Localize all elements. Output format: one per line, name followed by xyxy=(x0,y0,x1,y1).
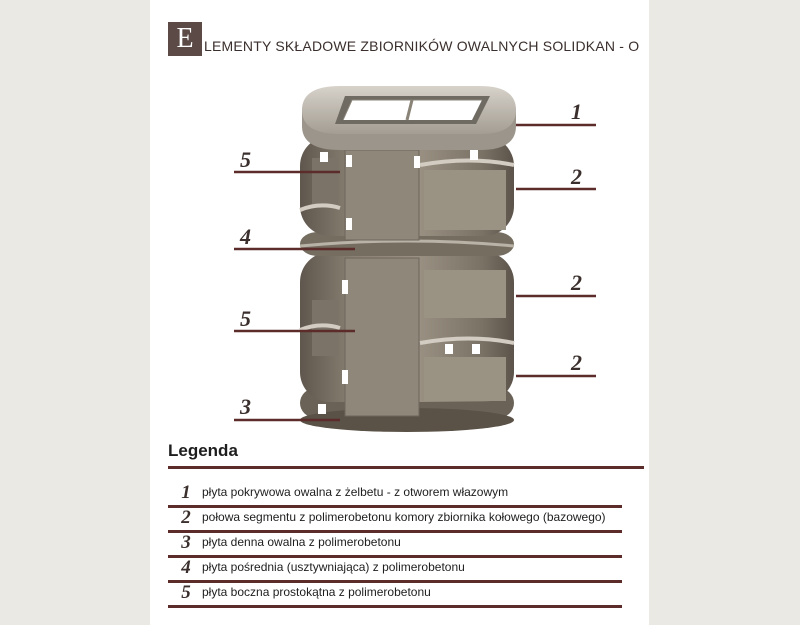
tank-upper-segment xyxy=(300,136,514,240)
legend-item-number: 5 xyxy=(181,582,191,603)
title-text: LEMENTY SKŁADOWE ZBIORNIKÓW OWALNYCH SOLIDKAN - O xyxy=(204,38,640,54)
legend-item-number: 2 xyxy=(181,507,191,528)
callout-right-1 xyxy=(516,99,596,125)
legend-item-text: płyta pokrywowa owalna z żelbetu - z otworem włazowym xyxy=(202,485,509,499)
svg-text:5: 5 xyxy=(240,306,251,331)
legend-item-number: 1 xyxy=(181,482,191,503)
legend-item xyxy=(168,531,622,558)
legend-item xyxy=(168,481,622,508)
legend-item xyxy=(168,556,622,583)
svg-text:2: 2 xyxy=(571,350,582,375)
legend-item-text: płyta pośrednia (usztywniająca) z polimerobetonu xyxy=(202,560,465,574)
legend-item-text: połowa segmentu z polimerobetonu komory zbiornika kołowego (bazowego) xyxy=(202,510,606,524)
svg-text:2: 2 xyxy=(571,164,582,189)
top-lid xyxy=(302,86,516,150)
legend-item xyxy=(168,506,622,533)
svg-text:5: 5 xyxy=(240,147,251,172)
legend-item-number: 4 xyxy=(181,557,191,578)
svg-text:2: 2 xyxy=(571,270,582,295)
svg-text:3: 3 xyxy=(240,394,251,419)
legend-divider xyxy=(168,466,644,469)
callout-right-2-bottom xyxy=(516,350,596,376)
title-initial-letter: E xyxy=(168,22,202,56)
legend-item-number: 3 xyxy=(181,532,191,553)
legend-item-text: płyta denna owalna z polimerobetonu xyxy=(202,535,401,549)
legend-heading: Legenda xyxy=(168,441,238,460)
legend-item xyxy=(168,581,622,608)
svg-text:1: 1 xyxy=(571,99,582,124)
callout-right-2-middle xyxy=(516,270,596,296)
svg-text:4: 4 xyxy=(240,224,251,249)
tank-lower-segment xyxy=(300,252,514,416)
callout-right-2-top xyxy=(516,164,596,189)
legend-item-text: płyta boczna prostokątna z polimerobetonu xyxy=(202,585,431,599)
